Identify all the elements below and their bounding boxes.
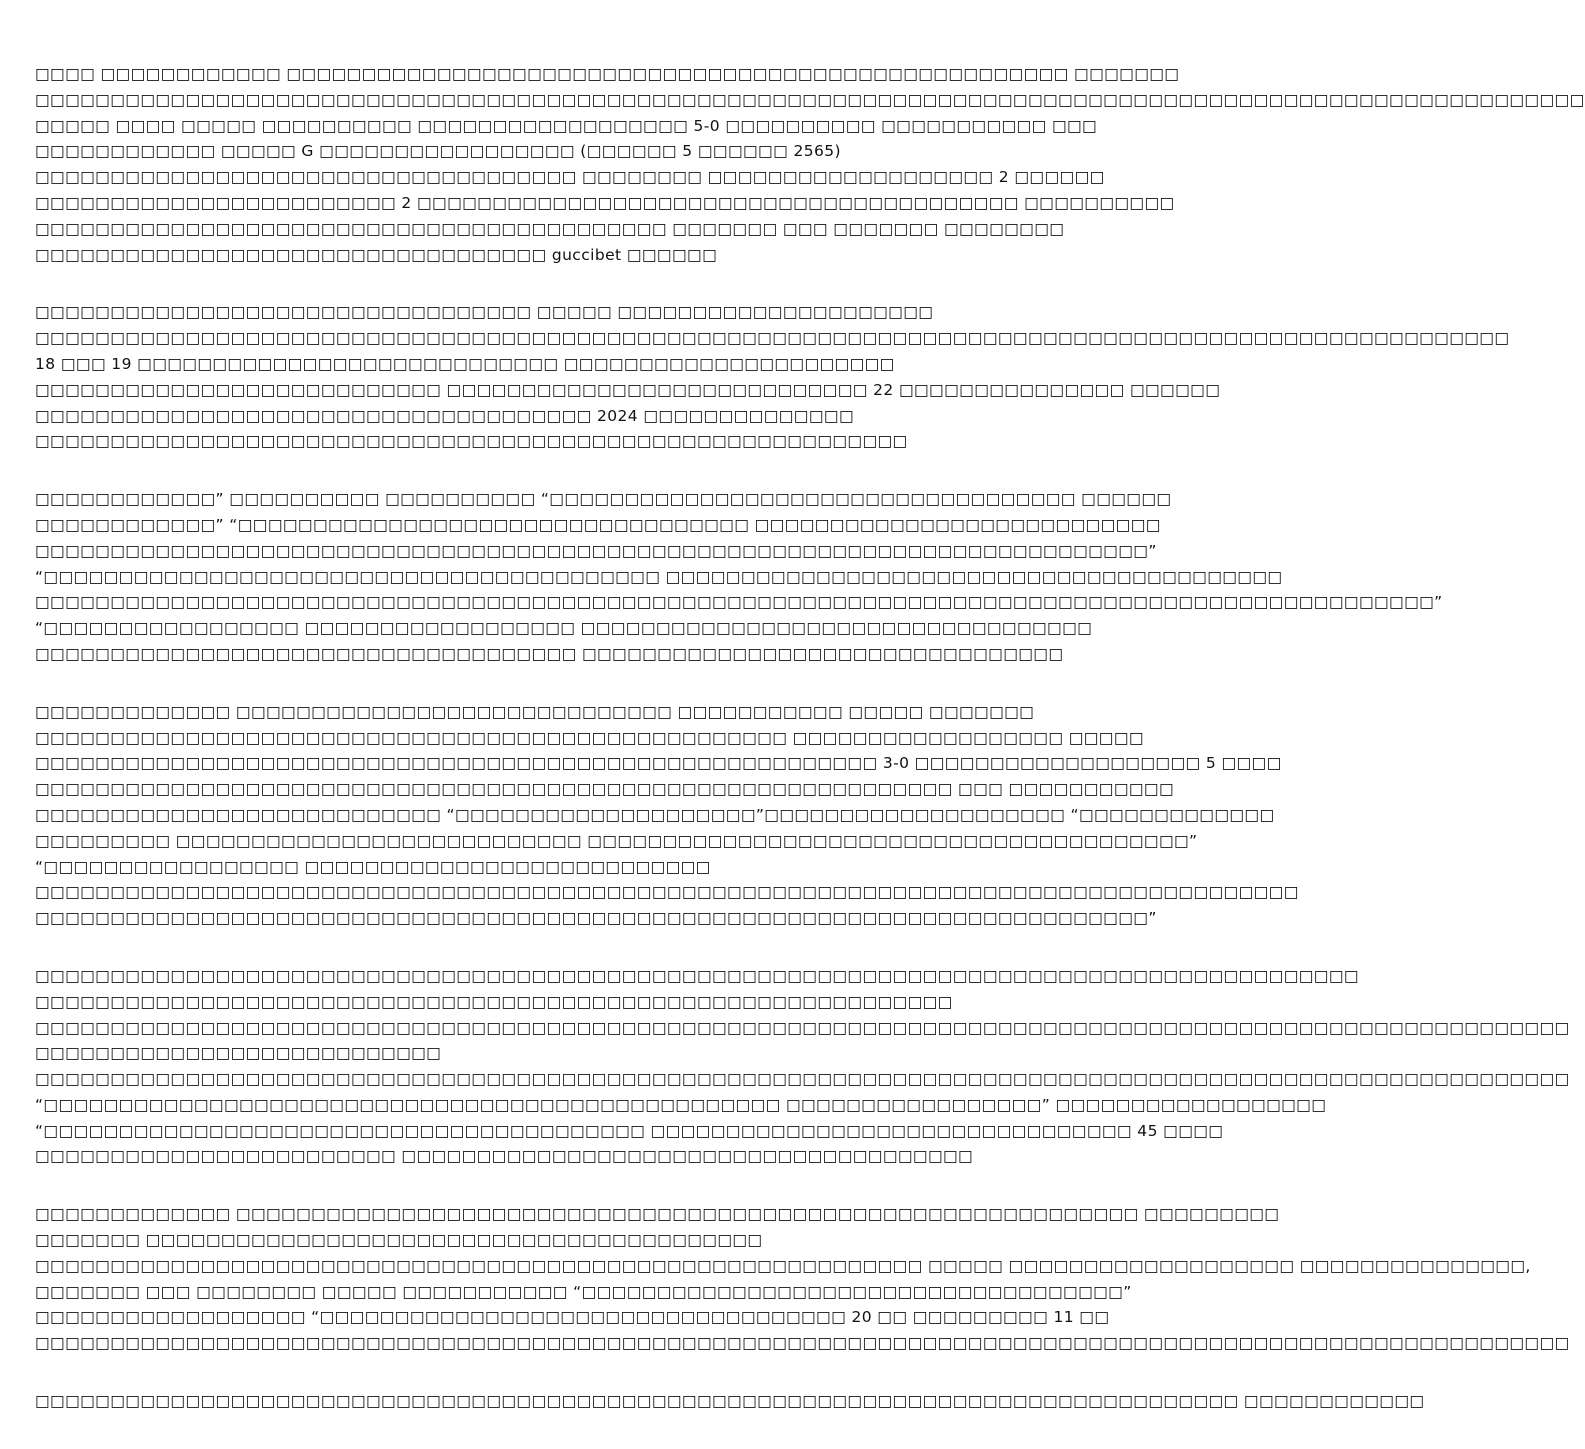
- text-line: □□□□□□□□□□□□□□□□□□□□□□□□□□□□□□□□□□□□□□□□□□□□□□□□□□□□□□□□□□□□□□□□□□□□□□□□□□□□□□□□□□□□□□□□□□□□□”: [35, 593, 1443, 612]
- paragraph-7: [35, 1389, 1425, 1415]
- text-line: □□□□□□□□□□□□□□□□□□□□□□□□□□□□□□□□□□□□ □□□□□□□□□□□□□□□□□□□□□□□□□□□□□□□□: [35, 644, 1064, 663]
- text-line: □□□□□□□□□□□□□□□□□□□□□□□□□□□□□□□□□□□□□□□□□□□□□□□□□□□□□□□□□□□□□□□□□□□□□□□□□□□□□□□□□□□□□□□□□□□□□□□□□□□□□□□: [35, 90, 1585, 109]
- text-line: □□□□□□□□□□□□□□□□□□□□□□□□□□□□□□□□□□□□□□□□□□□□□□□□□□□□□□□□ 3-0 □□□□□□□□□□□□□□□□□□□ 5 □□□□: [35, 754, 1282, 773]
- text-line: □□□□□□□□□□□□□ □□□□□□□□□□□□□□□□□□□□□□□□□□□□□ □□□□□□□□□□□ □□□□□ □□□□□□□: [35, 702, 1035, 721]
- text-line: □□□□□□□□□□□□□□□□□□□□□□□□□□□□□□□□□ □□□□□ □□□□□□□□□□□□□□□□□□□□□: [35, 303, 934, 322]
- text-line: “□□□□□□□□□□□□□□□□□□□□□□□□□□□□□□□□□□□□□□□□□ □□□□□□□□□□□□□□□□□□□□□□□□□□□□□□□□□□□□□□□□□: [35, 567, 1283, 586]
- paragraph-5: [35, 964, 1570, 1170]
- text-line: □□□□□ □□□□ □□□□□ □□□□□□□□□□ □□□□□□□□□□□□□□□□□□ 5-0 □□□□□□□□□□ □□□□□□□□□□□ □□□: [35, 116, 1098, 135]
- text-line: □□□□□□□□□□□□ □□□□□ G □□□□□□□□□□□□□□□□□ (□□□□□□ 5 □□□□□□ 2565): [35, 142, 841, 161]
- paragraph-3: [35, 487, 1443, 668]
- text-line: □□□□□□□□□□□□□□□□□□□□□□□□□□□ □□□□□□□□□□□□□□□□□□□□□□□□□□□□ 22 □□□□□□□□□□□□□□□ □□□□□□: [35, 380, 1221, 399]
- text-line: 18 □□□ 19 □□□□□□□□□□□□□□□□□□□□□□□□□□□□ □□□□□□□□□□□□□□□□□□□□□□: [35, 354, 895, 373]
- text-line: □□□□□□□□□□□□” □□□□□□□□□□ □□□□□□□□□□ “□□□□□□□□□□□□□□□□□□□□□□□□□□□□□□□□□□□ □□□□□□: [35, 490, 1172, 509]
- text-line: □□□□□□□□□□□□□□□□□□□□□□□□□□□□□□□□□□□□□□□□□□□□□□□□□□□□□□□□□□□□□: [35, 992, 953, 1011]
- text-line: □□□□□□□□□□□□□□□□□□□□□□□□□□□□□□□□□□□□□□□□□□□□□□□□□□□□□□□□□□□□□□□□□□□□□□□□□□”: [35, 909, 1157, 928]
- text-line: “□□□□□□□□□□□□□□□□□□□□□□□□□□□□□□□□□□□□□□□□ □□□□□□□□□□□□□□□□□□□□□□□□□□□□□□□□ 45 □□□□: [35, 1121, 1224, 1140]
- text-line: □□□□□□□□□□□□□□□□□□□□□□□□□□□□□□□□□□□□□□□□□□□□□□□□□□□□□□□□□□□□□□□□□□□□□□□□□□□□□□□□ □□□□□□□□□□□□: [35, 1392, 1425, 1411]
- text-line: □□□□□□□□□□□□□□□□□□□□□□□□□□□□□□□□□□□□□□□□□□□□□□□□□□□□□□□□□□□□□□□□□□□□□□□□□□□□□□□□□□□□: [35, 883, 1299, 902]
- text-line: □□□□ □□□□□□□□□□□□ □□□□□□□□□□□□□□□□□□□□□□□□□□□□□□□□□□□□□□□□□□□□□□□□□□□□ □□□□□□□: [35, 65, 1180, 83]
- paragraph-1: [35, 62, 1585, 268]
- text-line: □□□□□□□□□□□□□□□□□□□□□□□□□□□□□□□□□□□□□□□□□□□□□□□□□□□□□□□□□□□□□□□□□□□□□□□□□□□□□□□□□□□□□□□□□□□□□□□□□□: [35, 329, 1510, 348]
- text-line: □□□□□□□□□□□□□□□□□□□□□□□□□□□□□□□□□□□□□□□□□□□□□□□□□□□□□□□□□□□□□□□□□□□□□□□□□□□□□□□□□□□□□□□□□□□□□□□□□□□□□□: [35, 1334, 1570, 1353]
- text-line: □□□□□□□□□□□□□□□□□□□□□□□□□□□□□□□□□□ guccibet □□□□□□: [35, 245, 718, 264]
- text-line: □□□□□□□□□□□□” “□□□□□□□□□□□□□□□□□□□□□□□□□□□□□□□□□□ □□□□□□□□□□□□□□□□□□□□□□□□□□□: [35, 515, 1161, 534]
- text-line: □□□□□□□□□□□□□□□□□□□□□□□□□□□□□□□□□□□□□□□□□□□□□□□□□□□□□□□□□□: [35, 432, 908, 451]
- text-line: □□□□□□□□□□□□□□□□□□ “□□□□□□□□□□□□□□□□□□□□□□□□□□□□□□□□□□□ 20 □□ □□□□□□□□□ 11 □□: [35, 1308, 1110, 1327]
- text-line: □□□□□□□□□□□□□□□□□□□□□□□□□□□□□□□□□□□□□□□□□□□□□□□□□□ □□□□□□□□□□□□□□□□□□ □□□□□: [35, 728, 1144, 747]
- text-line: □□□□□□□□□□□□□□□□□□□□□□□□□□□□□□□□□□□□□□□□□□ □□□□□□□ □□□ □□□□□□□ □□□□□□□□: [35, 219, 1065, 238]
- text-line: □□□□□□□□□□□□□ □□□□□□□□□□□□□□□□□□□□□□□□□□□□□□□□□□□□□□□□□□□□□□□□□□□□□□□□□□□□ □□□□□□□□□: [35, 1205, 1280, 1224]
- text-line: □□□□□□□□□□□□□□□□□□□□□□□□□□□□□□□□□□□□□□□□□□□□□□□□□□□□□□□□□□□□□□□□□□□□□□□□□□□□□□□□□□□□□□□□□□□□□□□□□□□□□□: [35, 1018, 1570, 1037]
- text-line: □□□□□□□□□ □□□□□□□□□□□□□□□□□□□□□□□□□□□ □□□□□□□□□□□□□□□□□□□□□□□□□□□□□□□□□□□□□□□□”: [35, 831, 1198, 850]
- text-line: □□□□□□□□□□□□□□□□□□□□□□□□□□□□□□□□□□□□□□□□□□□□□□□□□□□□□□□□□□□□□□□□□□□□□□□□□□”: [35, 541, 1157, 560]
- paragraph-4: [35, 700, 1299, 932]
- text-line: □□□□□□□□□□□□□□□□□□□□□□□□ 2 □□□□□□□□□□□□□□□□□□□□□□□□□□□□□□□□□□□□□□□□ □□□□□□□□□□: [35, 193, 1175, 212]
- text-line: □□□□□□□□□□□□□□□□□□□□□□□□□□□ “□□□□□□□□□□□□□□□□□□□□”□□□□□□□□□□□□□□□□□□□□ “□□□□□□□□□□□□□: [35, 805, 1275, 824]
- text-line: □□□□□□□□□□□□□□□□□□□□□□□□□□□□□□□□□□□□□□□□□□□□□□□□□□□□□□□□□□□ □□□□□ □□□□□□□□□□□□□□□□□□□ □□□□□□□□□□□□□□□,: [35, 1256, 1531, 1275]
- text-line: □□□□□□□□□□□□□□□□□□□□□□□□□□□□□□□□□□□□ □□□□□□□□ □□□□□□□□□□□□□□□□□□□ 2 □□□□□□: [35, 168, 1105, 187]
- paragraph-2: [35, 300, 1510, 455]
- text-line: □□□□□□□□□□□□□□□□□□□□□□□□□□□□□□□□□□□□□ 2024 □□□□□□□□□□□□□□: [35, 406, 854, 425]
- article-body: [35, 62, 1585, 1447]
- paragraph-6: [35, 1202, 1570, 1357]
- text-line: “□□□□□□□□□□□□□□□□□□□□□□□□□□□□□□□□□□□□□□□□□□□□□□□□□ □□□□□□□□□□□□□□□□□” □□□□□□□□□□□□□□□□□□: [35, 1095, 1327, 1114]
- text-line: □□□□□□□□□□□□□□□□□□□□□□□□□□□: [35, 1044, 442, 1063]
- text-line: □□□□□□□ □□□□□□□□□□□□□□□□□□□□□□□□□□□□□□□□□□□□□□□□□: [35, 1231, 763, 1250]
- text-line: “□□□□□□□□□□□□□□□□□ □□□□□□□□□□□□□□□□□□ □□□□□□□□□□□□□□□□□□□□□□□□□□□□□□□□□□: [35, 619, 1093, 638]
- text-line: “□□□□□□□□□□□□□□□□□ □□□□□□□□□□□□□□□□□□□□□□□□□□□: [35, 857, 711, 876]
- text-line: □□□□□□□ □□□ □□□□□□□□ □□□□□ □□□□□□□□□□□ “□□□□□□□□□□□□□□□□□□□□□□□□□□□□□□□□□□□□”: [35, 1282, 1132, 1301]
- text-line: □□□□□□□□□□□□□□□□□□□□□□□□□□□□□□□□□□□□□□□□□□□□□□□□□□□□□□□□□□□□□□□□□□□□□□□□□□□□□□□□□□□□□□□□□□□□□□□□□□□□□□: [35, 1070, 1570, 1089]
- text-line: □□□□□□□□□□□□□□□□□□□□□□□□ □□□□□□□□□□□□□□□□□□□□□□□□□□□□□□□□□□□□□□: [35, 1147, 974, 1166]
- text-line: □□□□□□□□□□□□□□□□□□□□□□□□□□□□□□□□□□□□□□□□□□□□□□□□□□□□□□□□□□□□□□□□□□□□□□□□□□□□□□□□□□□□□□□□: [35, 966, 1359, 985]
- text-line: □□□□□□□□□□□□□□□□□□□□□□□□□□□□□□□□□□□□□□□□□□□□□□□□□□□□□□□□□□□□□ □□□ □□□□□□□□□□□: [35, 780, 1175, 799]
